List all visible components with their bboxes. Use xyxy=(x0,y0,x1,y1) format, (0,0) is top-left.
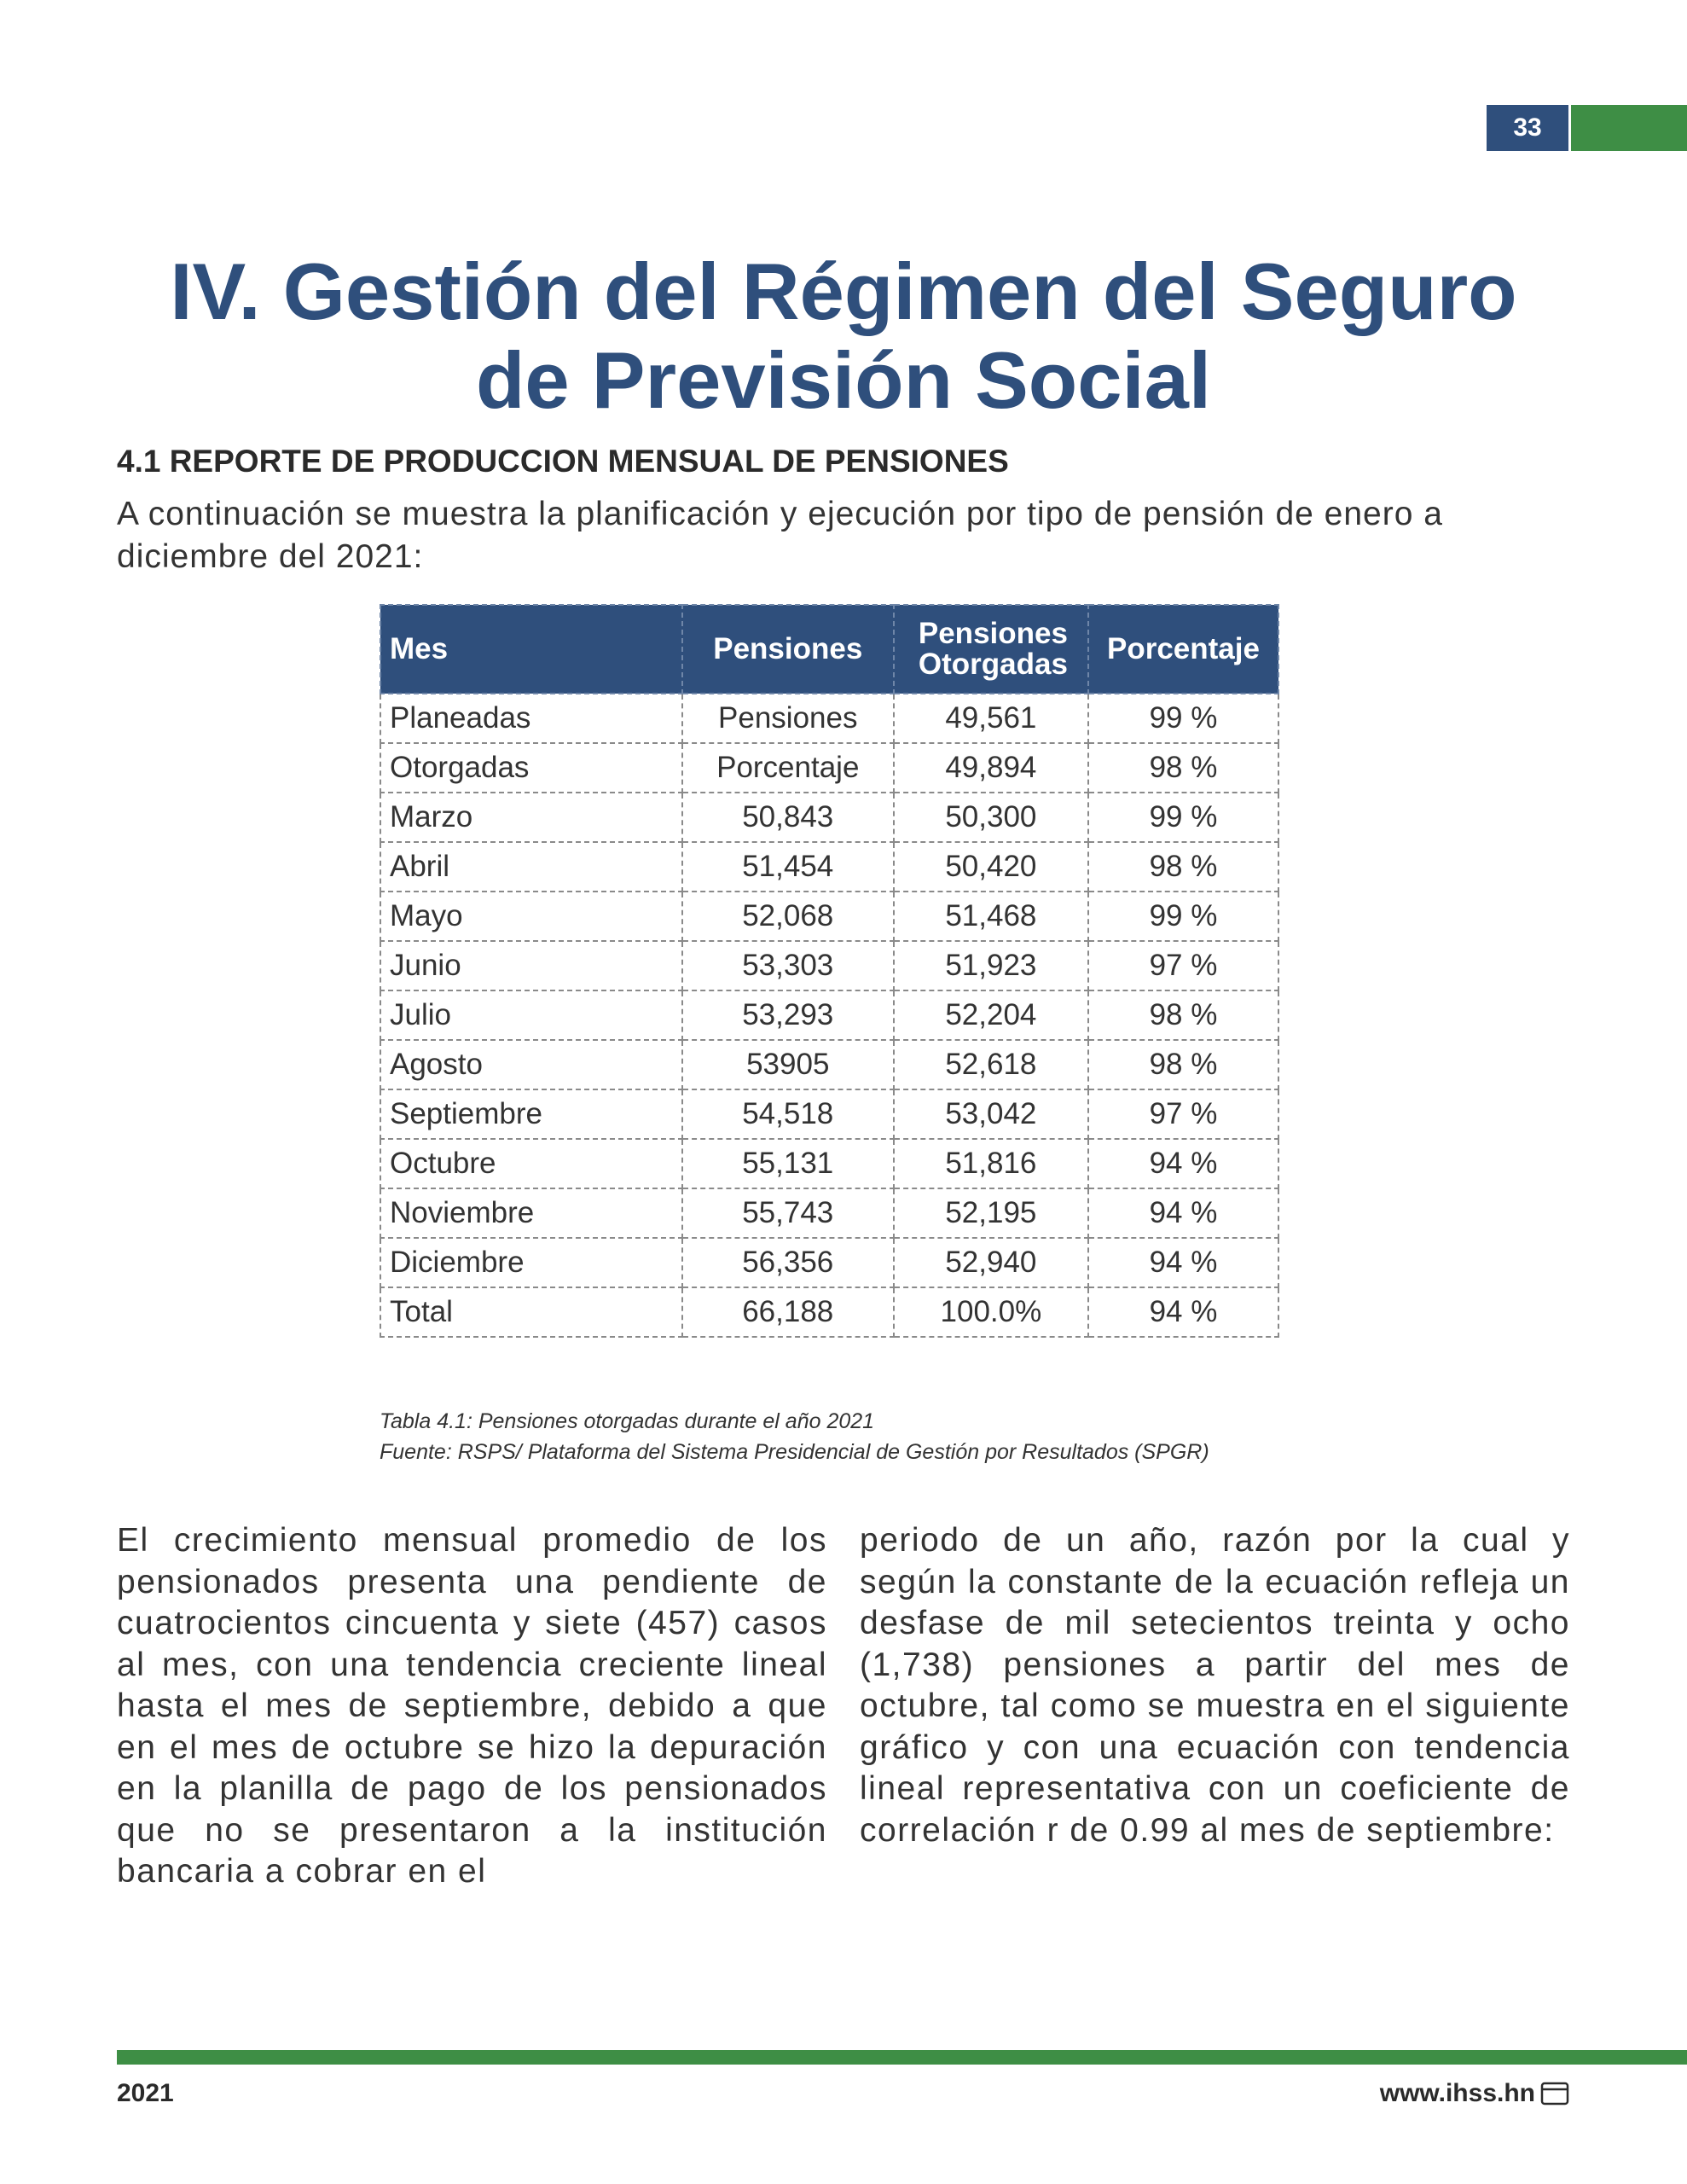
cell-pensiones: 53,303 xyxy=(682,941,894,990)
section-heading: 4.1 REPORTE DE PRODUCCION MENSUAL DE PENSIONES xyxy=(117,444,1009,479)
cell-mes: Agosto xyxy=(380,1040,682,1089)
cell-otorgadas: 52,195 xyxy=(894,1188,1088,1238)
cell-porcentaje: 97 % xyxy=(1088,1089,1278,1139)
table-row xyxy=(380,1040,1278,1089)
cell-mes: Septiembre xyxy=(380,1089,682,1139)
pensions-table xyxy=(380,604,1279,1338)
cell-pensiones: 53,293 xyxy=(682,990,894,1040)
cell-otorgadas: 52,940 xyxy=(894,1238,1088,1287)
cell-otorgadas: 49,561 xyxy=(894,694,1088,743)
cell-otorgadas: 51,816 xyxy=(894,1139,1088,1188)
cell-porcentaje: 98 % xyxy=(1088,990,1278,1040)
cell-otorgadas: 52,204 xyxy=(894,990,1088,1040)
header-mes: Mes xyxy=(380,605,682,694)
table-row xyxy=(380,694,1278,743)
cell-pensiones: 53905 xyxy=(682,1040,894,1089)
cell-porcentaje: 99 % xyxy=(1088,793,1278,842)
title-line-2: de Previsión Social xyxy=(475,335,1212,425)
cell-pensiones: Porcentaje xyxy=(682,743,894,793)
cell-porcentaje: 94 % xyxy=(1088,1287,1278,1337)
cell-mes: Otorgadas xyxy=(380,743,682,793)
table-row xyxy=(380,941,1278,990)
intro-paragraph: A continuación se muestra la planificación y ejecución por tipo de pensión de enero a diciembre del 2021: xyxy=(117,496,1443,575)
cell-pensiones: 51,454 xyxy=(682,842,894,892)
cell-otorgadas: 50,300 xyxy=(894,793,1088,842)
table-row xyxy=(380,1238,1278,1287)
cell-mes: Octubre xyxy=(380,1139,682,1188)
cell-mes: Marzo xyxy=(380,793,682,842)
page-number: 33 xyxy=(1487,105,1568,151)
cell-mes: Diciembre xyxy=(380,1238,682,1287)
cell-pensiones: 66,188 xyxy=(682,1287,894,1337)
footer-url xyxy=(1380,2079,1569,2108)
cell-mes: Julio xyxy=(380,990,682,1040)
header-pensiones-otorgadas-label: Pensiones Otorgadas xyxy=(918,617,1068,681)
cell-porcentaje: 98 % xyxy=(1088,842,1278,892)
cell-pensiones: 52,068 xyxy=(682,892,894,941)
cell-porcentaje: 98 % xyxy=(1088,743,1278,793)
cell-otorgadas: 53,042 xyxy=(894,1089,1088,1139)
cell-mes: Planeadas xyxy=(380,694,682,743)
cell-porcentaje: 94 % xyxy=(1088,1188,1278,1238)
cell-otorgadas: 49,894 xyxy=(894,743,1088,793)
cell-pensiones: 54,518 xyxy=(682,1089,894,1139)
table-row xyxy=(380,892,1278,941)
body-text-right: periodo de un año, razón por la cual y según la constante de la ecuación refleja un desfase de mil setecientos treinta y ocho (1,738) pensiones a partir del mes de octubre, tal como se muestra en el siguiente gráfico y con una ecuación con tendencia lineal representativa con un coeficiente de correlación r de 0.99 al mes de septiembre: xyxy=(860,1522,1570,1849)
header-pensiones: Pensiones xyxy=(682,605,894,694)
cell-mes: Junio xyxy=(380,941,682,990)
cell-pensiones: Pensiones xyxy=(682,694,894,743)
body-text-left: El crecimiento mensual promedio de los pensionados presenta una pendiente de cuatrocientos cincuenta y siete (457) casos al mes, con una tendencia creciente lineal hasta el mes de septiembre, debido a que en el mes de octubre se hizo la depuración en la planilla de pago de los pensionados que no se presentaron a la institución bancaria a cobrar en el xyxy=(117,1522,827,1890)
cell-mes: Noviembre xyxy=(380,1188,682,1238)
cell-pensiones: 50,843 xyxy=(682,793,894,842)
cell-porcentaje: 98 % xyxy=(1088,1040,1278,1089)
cell-otorgadas: 51,923 xyxy=(894,941,1088,990)
footer-green-bar xyxy=(117,2050,1687,2065)
table-row xyxy=(380,1139,1278,1188)
table-row xyxy=(380,990,1278,1040)
cell-otorgadas: 52,618 xyxy=(894,1040,1088,1089)
table-row xyxy=(380,842,1278,892)
table-row xyxy=(380,793,1278,842)
header-green-tab xyxy=(1571,105,1687,151)
caption-source: Fuente: RSPS/ Plataforma del Sistema Presidencial de Gestión por Resultados (SPGR) xyxy=(380,1440,1209,1464)
cell-porcentaje: 94 % xyxy=(1088,1238,1278,1287)
cell-porcentaje: 99 % xyxy=(1088,694,1278,743)
table-body xyxy=(380,694,1278,1337)
cell-porcentaje: 97 % xyxy=(1088,941,1278,990)
cell-mes: Total xyxy=(380,1287,682,1337)
cell-mes: Mayo xyxy=(380,892,682,941)
cell-mes: Abril xyxy=(380,842,682,892)
header-pensiones-otorgadas xyxy=(894,605,1088,694)
table-row xyxy=(380,1188,1278,1238)
table-caption xyxy=(380,1406,1574,1467)
cell-pensiones: 56,356 xyxy=(682,1238,894,1287)
cell-porcentaje: 99 % xyxy=(1088,892,1278,941)
cell-otorgadas: 51,468 xyxy=(894,892,1088,941)
table-row xyxy=(380,1287,1278,1337)
cell-otorgadas: 100.0% xyxy=(894,1287,1088,1337)
header-porcentaje: Porcentaje xyxy=(1088,605,1278,694)
cell-pensiones: 55,743 xyxy=(682,1188,894,1238)
page-title xyxy=(0,247,1687,425)
caption-title: Tabla 4.1: Pensiones otorgadas durante el año 2021 xyxy=(380,1409,875,1433)
footer-url-text: www.ihss.hn xyxy=(1379,2079,1535,2107)
footer-year: 2021 xyxy=(117,2079,174,2107)
cell-otorgadas: 50,420 xyxy=(894,842,1088,892)
cell-porcentaje: 94 % xyxy=(1088,1139,1278,1188)
table-row xyxy=(380,1089,1278,1139)
browser-window-icon xyxy=(1540,2081,1569,2106)
title-line-1: IV. Gestión del Régimen del Seguro xyxy=(170,247,1517,336)
cell-pensiones: 55,131 xyxy=(682,1139,894,1188)
table-row xyxy=(380,743,1278,793)
table-header-row xyxy=(380,605,1278,694)
